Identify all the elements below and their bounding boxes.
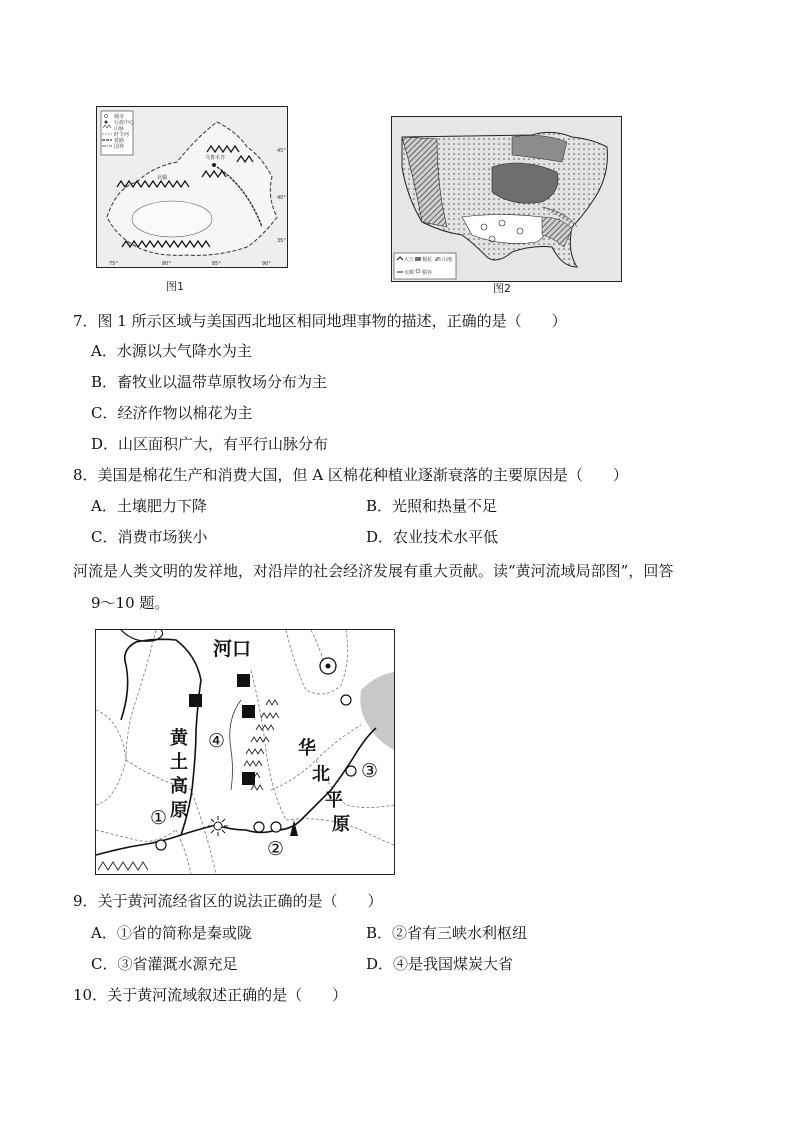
fig3-mark-1: ① — [150, 807, 168, 829]
fig1-legend-mountain: 山脉 — [114, 126, 125, 132]
intro-line-2: 9～10 题。 — [91, 594, 170, 612]
fig1-legend-railway: 铁路 — [114, 138, 125, 144]
figure-1-caption: 图1 — [166, 280, 184, 293]
fig2-legend-mountain: 山地 — [442, 257, 453, 263]
fig1-lon-90: 90° — [262, 261, 271, 267]
fig1-place-urumqi: 乌鲁木齐 — [205, 155, 226, 161]
fig1-legend-city: 城市 — [114, 114, 125, 120]
fig3-label-plain-1: 华 — [298, 738, 316, 759]
q8-option-a: A．土壤肥力下降 — [91, 497, 207, 515]
fig3-label-hekou: 河口 — [213, 638, 252, 660]
fig1-lat-45: 45° — [277, 148, 286, 154]
q9-option-b: B．②省有三峡水利枢纽 — [366, 924, 528, 942]
fig1-place-north: 北疆 — [157, 175, 168, 181]
q8-option-d: D．农业技术水平低 — [366, 528, 499, 546]
fig3-label-plain-2: 北 — [312, 764, 330, 785]
fig1-lon-80: 80° — [162, 261, 171, 267]
q9-option-d: D．④是我国煤炭大省 — [366, 955, 514, 973]
fig3-label-loess-4: 原 — [170, 800, 188, 821]
q7-option-d: D．山区面积广大，有平行山脉分布 — [91, 435, 329, 453]
fig1-lon-75: 75° — [109, 261, 118, 267]
q9-option-a: A．①省的简称是秦或陇 — [91, 924, 252, 942]
fig3-label-loess-2: 土 — [170, 752, 188, 773]
fig3-label-plain-4: 原 — [332, 814, 350, 835]
q8-stem: 8．美国是棉花生产和消费大国，但 A 区棉花种植业逐渐衰落的主要原因是（ ） — [73, 466, 628, 484]
fig1-legend-river: 时令河 — [114, 132, 130, 138]
fig3-mark-4: ④ — [208, 730, 226, 752]
q7-option-b: B．畜牧业以温带草原牧场分布为主 — [91, 373, 328, 391]
q8-option-c: C．消费市场狭小 — [91, 528, 208, 546]
fig3-mark-2: ② — [267, 838, 285, 860]
fig2-legend-grain: 稻谷 — [422, 270, 433, 276]
q7-stem: 7．图 1 所示区域与美国西北地区相同地理事物的描述，正确的是（ ） — [73, 312, 567, 330]
fig2-legend-rice: 水稻 — [404, 270, 415, 276]
intro-line-1: 河流是人类文明的发祥地，对沿岸的社会经济发展有重大贡献。读“黄河流域局部图”，回答 — [73, 562, 674, 580]
fig1-lat-40: 40° — [277, 195, 286, 201]
figure-2-map-drawing — [392, 117, 621, 281]
fig3-label-loess-1: 黄 — [170, 728, 188, 749]
fig3-label-loess-3: 高 — [170, 776, 188, 797]
fig1-lon-85: 85° — [212, 261, 221, 267]
fig2-legend-cotton: 棉花 — [422, 257, 433, 263]
fig3-label-plain-3: 平 — [325, 790, 343, 811]
q10-stem: 10．关于黄河流域叙述正确的是（ ） — [73, 986, 348, 1004]
figure-2-caption: 图2 — [493, 282, 511, 295]
fig1-legend-capital: 行政中心 — [114, 120, 135, 126]
q7-option-c: C．经济作物以棉花为主 — [91, 404, 253, 422]
q7-option-a: A．水源以大气降水为主 — [91, 342, 252, 360]
q9-option-c: C．③省灌溉水源充足 — [91, 955, 238, 973]
figure-1-map-drawing — [97, 107, 287, 267]
fig2-legend-soy: 大豆 — [404, 257, 415, 263]
figure-3-map-drawing — [96, 630, 394, 874]
fig3-mark-3: ③ — [361, 760, 379, 782]
fig1-lat-35: 35° — [277, 238, 286, 244]
figure-2-map — [391, 116, 622, 282]
fig1-legend-border: 国界 — [114, 144, 125, 150]
q8-option-b: B．光照和热量不足 — [366, 497, 498, 515]
q9-stem: 9．关于黄河流经省区的说法正确的是（ ） — [73, 892, 383, 910]
figure-1-map — [96, 106, 288, 268]
figure-3-yellow-river-map — [95, 629, 395, 875]
